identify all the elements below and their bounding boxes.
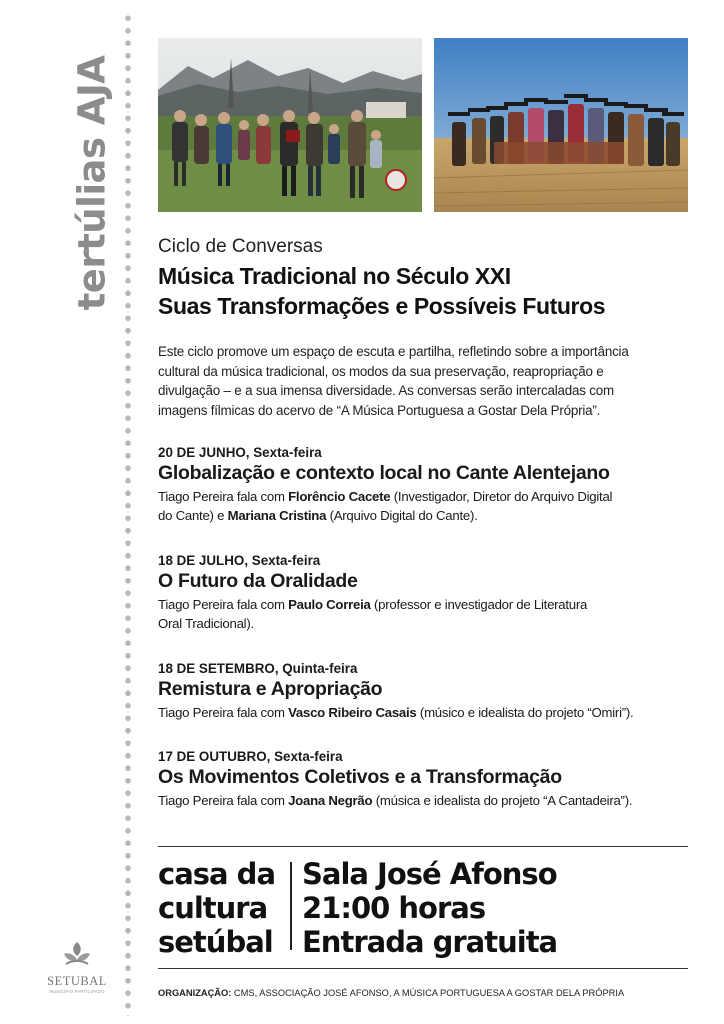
venue-line: cultura <box>158 891 268 925</box>
event-description: Tiago Pereira fala com Joana Negrão (música e idealista do projeto “A Cantadeira”). <box>158 793 633 808</box>
group-photo-mountain <box>158 38 422 212</box>
event-title: Globalização e contexto local no Cante Alentejano <box>158 462 610 484</box>
event-date: 17 DE OUTUBRO, Sexta-feira <box>158 749 343 764</box>
venue-room: Sala José Afonso <box>302 857 557 891</box>
group-photo-field <box>434 38 688 212</box>
setubal-emblem-icon <box>60 940 94 968</box>
event-3 <box>158 661 698 722</box>
event-1 <box>158 445 698 525</box>
guest-name: Paulo Correia <box>288 597 371 612</box>
divider-bottom <box>158 968 688 969</box>
side-title-text: tertúlias AJA <box>70 55 114 311</box>
event-4 <box>158 749 698 810</box>
logo-tagline: MUNICÍPIO PARTICIPADO <box>49 989 105 994</box>
event-description: Tiago Pereira fala com Florêncio Cacete (Investigador, Diretor do Arquivo Digital do Cante) e Mariana Cristina (Arquivo Digital do Cante). <box>158 489 613 523</box>
venue-name <box>158 857 275 959</box>
event-title: Remistura e Apropriação <box>158 678 383 700</box>
setubal-logo <box>44 940 110 994</box>
page-title-line2: Suas Transformações e Possíveis Futuros <box>158 293 606 319</box>
venue-separator <box>290 862 292 950</box>
page-title <box>158 261 698 321</box>
organization-text: CMS, ASSOCIAÇÃO JOSÉ AFONSO, A MÚSICA PORTUGUESA A GOSTAR DELA PRÓPRIA <box>231 988 625 998</box>
event-description: Tiago Pereira fala com Vasco Ribeiro Casais (músico e idealista do projeto “Omiri”). <box>158 705 634 720</box>
event-2 <box>158 553 698 633</box>
divider-top <box>158 846 688 847</box>
venue-details <box>302 857 557 959</box>
event-date: 18 DE JULHO, Sexta-feira <box>158 553 321 568</box>
event-date: 18 DE SETEMBRO, Quinta-feira <box>158 661 358 676</box>
organization-credits <box>158 988 624 998</box>
guest-name: Mariana Cristina <box>227 508 327 523</box>
intro-line: Este ciclo promove um espaço de escuta e partilha, refletindo sobre a importância <box>158 344 629 359</box>
side-title <box>62 38 122 328</box>
venue-time: 21:00 horas <box>302 891 486 925</box>
event-title: O Futuro da Oralidade <box>158 570 358 592</box>
intro-line: imagens fílmicas do acervo de “A Música Portuguesa a Gostar Dela Própria”. <box>158 402 601 418</box>
venue-entry: Entrada gratuita <box>302 925 558 959</box>
dotted-divider <box>123 12 133 1016</box>
event-title: Os Movimentos Coletivos e a Transformação <box>158 766 562 788</box>
organization-label: ORGANIZAÇÃO: <box>158 988 232 998</box>
event-date: 20 DE JUNHO, Sexta-feira <box>158 445 322 460</box>
logo-name: SETUBAL <box>47 974 107 988</box>
guest-name: Florêncio Cacete <box>288 489 391 504</box>
venue-line: casa da <box>158 857 276 891</box>
series-subtitle: Ciclo de Conversas <box>158 236 323 257</box>
intro-line: cultural da música tradicional, os modos da sua preservação, reapropriação e <box>158 363 604 379</box>
guest-name: Joana Negrão <box>288 793 373 808</box>
event-description: Tiago Pereira fala com Paulo Correia (professor e investigador de Literatura Oral Tradicional). <box>158 597 588 631</box>
intro-paragraph <box>158 342 698 420</box>
venue-line: setúbal <box>158 925 273 959</box>
intro-line: divulgação – e a sua imensa diversidade. As conversas serão intercaladas com <box>158 383 614 399</box>
guest-name: Vasco Ribeiro Casais <box>288 705 417 720</box>
page-title-line1: Música Tradicional no Século XXI <box>158 263 511 289</box>
